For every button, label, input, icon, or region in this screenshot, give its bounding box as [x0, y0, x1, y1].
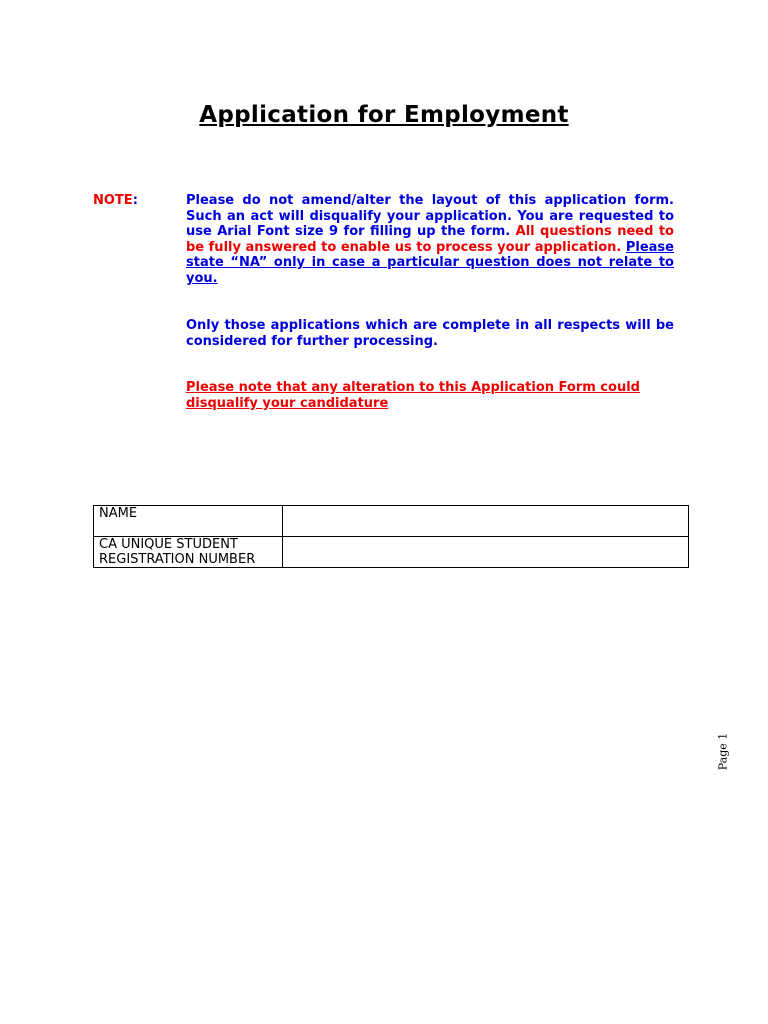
note-label [93, 193, 138, 208]
note-label-colon: : [132, 193, 138, 208]
applicant-info-table [93, 505, 689, 568]
name-label: NAME [94, 506, 283, 537]
table-row [94, 506, 689, 537]
alteration-warning: Please note that any alteration to this Application Form could disqualify your candidature [186, 380, 640, 411]
page-title: Application for Employment [199, 102, 569, 128]
instructions-blue-text: Please do not amend/alter the layout of this application form. Such an act will disqualify your application. You are requested to use Arial Font size 9 for filling up the form. [186, 193, 674, 240]
completeness-paragraph: Only those applications which are complete in all respects will be considered for further processing. [186, 318, 674, 349]
instructions-paragraph [186, 193, 674, 287]
instructions-underlined-text: Please state “NA” only in case a particular question does not relate to you. [186, 239, 674, 286]
instructions-red-text: All questions need to be fully answered to enable us to process your application. [186, 224, 674, 255]
registration-number-label: CA UNIQUE STUDENT REGISTRATION NUMBER [94, 537, 283, 568]
note-label-text: NOTE [93, 193, 133, 208]
table-row [94, 537, 689, 568]
name-field[interactable] [283, 506, 689, 537]
page-number: Page 1 [716, 732, 730, 771]
registration-number-field[interactable] [283, 537, 689, 568]
